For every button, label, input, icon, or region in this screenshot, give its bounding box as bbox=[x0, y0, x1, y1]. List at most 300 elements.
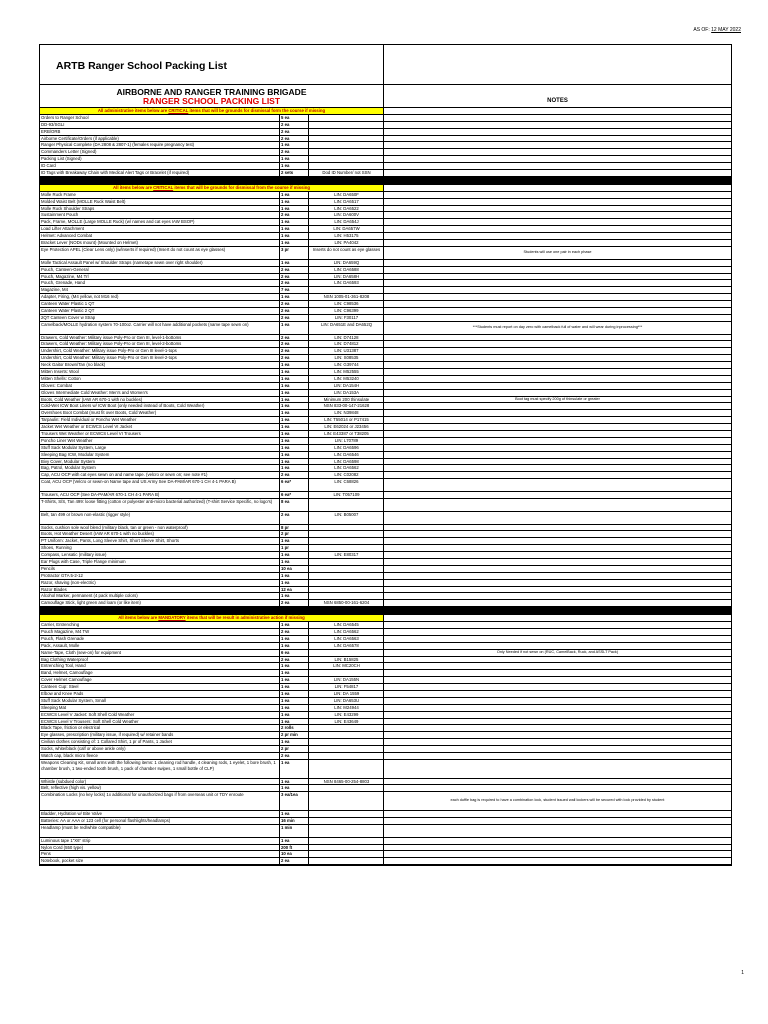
item-description: Molle Ruck Frame bbox=[40, 192, 280, 198]
items-column bbox=[40, 108, 384, 865]
table-row bbox=[40, 851, 383, 858]
item-description: Canteen Water Plastic 2 QT bbox=[40, 308, 280, 314]
item-note bbox=[384, 233, 731, 240]
table-row bbox=[40, 348, 383, 355]
item-note bbox=[384, 629, 731, 636]
item-description: Watch cap, black micro fleece bbox=[40, 753, 280, 759]
item-description: Belt, reflective (high vis. yellow) bbox=[40, 785, 280, 791]
item-description: Batteries: AA or AAA or 123 cell (for personal flashlights/headlamps) bbox=[40, 818, 280, 824]
item-note bbox=[384, 811, 731, 818]
item-note bbox=[384, 287, 731, 294]
item-quantity: 1 ea bbox=[280, 698, 309, 704]
item-note bbox=[384, 825, 731, 838]
table-row bbox=[40, 663, 383, 670]
item-note bbox=[384, 308, 731, 315]
item-note bbox=[384, 531, 731, 538]
item-note bbox=[384, 376, 731, 383]
item-quantity: 1 ea bbox=[280, 431, 309, 437]
table-row bbox=[40, 115, 383, 122]
item-quantity: 2 sets bbox=[280, 170, 309, 176]
item-quantity: 10 ea bbox=[280, 566, 309, 572]
item-quantity: 3 ea/1ea bbox=[280, 792, 309, 810]
item-note bbox=[384, 355, 731, 362]
table-row bbox=[40, 691, 383, 698]
item-lin-nsn: LIN: E80317 bbox=[334, 552, 359, 558]
table-row bbox=[40, 219, 383, 226]
table-row bbox=[40, 552, 383, 559]
item-note bbox=[384, 445, 731, 452]
item-quantity: 2 ea bbox=[280, 301, 309, 307]
item-note bbox=[384, 260, 731, 267]
packing-table bbox=[39, 107, 732, 866]
table-row bbox=[40, 499, 383, 512]
item-description: Gloves Intermediate Cold Weather: Men's and Women's bbox=[40, 390, 280, 396]
table-row bbox=[40, 785, 383, 792]
table-row bbox=[40, 760, 383, 779]
item-description: Camelback/MOLLE hydration system 70-100oz. Carrier will not have additional pockets (name tape sewn on) bbox=[40, 322, 280, 334]
table-row bbox=[40, 580, 383, 587]
item-quantity: 1 ea bbox=[280, 240, 309, 246]
item-note bbox=[384, 677, 731, 684]
item-description: T-Shirts, S/S, Tan 499: loose fitting (cotton or polyester anti-micro bacterial authorized) (T-shirt Service Specific, no logo's) bbox=[40, 499, 280, 511]
item-lin-nsn bbox=[309, 792, 383, 810]
item-description: Airborne Certificate/Orders (if applicable) bbox=[40, 136, 280, 142]
item-note bbox=[384, 636, 731, 643]
item-lin-nsn bbox=[309, 163, 383, 169]
item-lin-nsn: LIN: DA6596 bbox=[334, 444, 359, 450]
item-quantity: 8 ea bbox=[280, 499, 309, 511]
item-note bbox=[384, 403, 731, 410]
item-lin-nsn bbox=[309, 156, 383, 162]
table-row bbox=[40, 753, 383, 760]
item-quantity: 1 ea bbox=[280, 670, 309, 676]
item-note bbox=[384, 566, 731, 573]
item-note bbox=[384, 512, 731, 525]
item-note bbox=[384, 785, 731, 792]
item-lin-nsn bbox=[309, 149, 383, 155]
section-header bbox=[40, 615, 383, 622]
item-description: Shoes, Running bbox=[40, 545, 280, 551]
item-quantity: 1 ea bbox=[280, 163, 309, 169]
table-row bbox=[40, 705, 383, 712]
table-row bbox=[40, 369, 383, 376]
item-quantity: 2 ea bbox=[280, 348, 309, 354]
notes-spacer bbox=[384, 615, 731, 622]
section-header-pre: All administrative items below are bbox=[97, 108, 169, 113]
item-note bbox=[384, 684, 731, 691]
item-quantity: 2 ea bbox=[280, 136, 309, 142]
item-quantity: 1 ea bbox=[280, 294, 309, 300]
item-description: Bladder, Hydration w/ Bite Valve bbox=[40, 811, 280, 817]
page-title: ARTB Ranger School Packing List bbox=[56, 60, 227, 72]
item-note bbox=[384, 341, 731, 348]
item-quantity: 2 ea bbox=[280, 341, 309, 347]
item-quantity: 2 ea bbox=[280, 512, 309, 524]
table-row bbox=[40, 287, 383, 294]
item-quantity: 2 ea bbox=[280, 472, 309, 478]
table-row bbox=[40, 566, 383, 573]
item-note bbox=[384, 499, 731, 512]
table-row bbox=[40, 410, 383, 417]
item-lin-nsn: Dod ID Number/ not SSN bbox=[322, 170, 371, 176]
item-lin-nsn: LIN: M53240 bbox=[334, 375, 359, 381]
table-row bbox=[40, 376, 383, 383]
table-row bbox=[40, 538, 383, 545]
item-lin-nsn bbox=[309, 129, 383, 135]
item-description: Bracket Lever (NODs mount) (Mounted on Helmet) bbox=[40, 240, 280, 246]
item-description: Pack, Frame, MOLLE (Large MOLLE Ruck) (w/ names and cat eyes IAW BSOP) bbox=[40, 219, 280, 225]
item-note bbox=[384, 315, 731, 322]
item-description: Weapons Cleaning Kit, small arms with the following items: 1 cleaning rod handle, 4 cleaning rods, 1 eyelet, 1 bore brush, 1 chamber brush, 1 two-ended tooth brush, 1 pack of chamber swipes, 1 small bottle of CLP) bbox=[40, 760, 280, 778]
item-note bbox=[384, 663, 731, 670]
item-lin-nsn bbox=[309, 559, 383, 565]
table-row bbox=[40, 811, 383, 818]
table-row bbox=[40, 129, 383, 136]
table-row bbox=[40, 677, 383, 684]
item-description: Molle Ruck Shoulder Straps bbox=[40, 206, 280, 212]
table-row bbox=[40, 322, 383, 335]
item-quantity: 1 ea bbox=[280, 459, 309, 465]
item-note bbox=[384, 274, 731, 281]
item-lin-nsn: Minimum 200 thinsulate bbox=[323, 396, 370, 402]
item-lin-nsn bbox=[309, 746, 383, 752]
item-quantity: 1 ea bbox=[280, 199, 309, 205]
table-row bbox=[40, 719, 383, 726]
table-row bbox=[40, 670, 383, 677]
item-quantity: 2 ea bbox=[280, 355, 309, 361]
table-row bbox=[40, 403, 383, 410]
item-lin-nsn bbox=[309, 573, 383, 579]
item-quantity: 2 ea bbox=[280, 267, 309, 273]
item-note bbox=[384, 383, 731, 390]
item-quantity: 1 ea bbox=[280, 322, 309, 334]
table-row bbox=[40, 838, 383, 845]
item-lin-nsn: LIN: DA657W bbox=[333, 226, 360, 232]
item-quantity: 1 ea bbox=[280, 438, 309, 444]
item-description: Undershirt, Cold Weather: Military issue Poly-Pro or Gen III level-1-tops bbox=[40, 348, 280, 354]
item-description: Orders to Ranger School bbox=[40, 115, 280, 121]
item-note bbox=[384, 115, 731, 122]
table-row bbox=[40, 163, 383, 170]
table-row bbox=[40, 712, 383, 719]
item-description: Load Lifter Attachment bbox=[40, 226, 280, 232]
item-description: ID Tags with Breakaway Chain with Medical Alert Tags or Bracelet (if required) bbox=[40, 170, 280, 176]
table-row bbox=[40, 643, 383, 650]
item-quantity: 1 ea bbox=[280, 643, 309, 649]
item-description: Pens bbox=[40, 851, 280, 857]
item-description: Cover Helmet Camouflage bbox=[40, 677, 280, 683]
item-quantity: 1 ea bbox=[280, 622, 309, 628]
item-description: 2QT Canteen Cover w Strap bbox=[40, 315, 280, 321]
item-quantity: 1 ea bbox=[280, 142, 309, 148]
item-quantity: 1 ea bbox=[280, 369, 309, 375]
table-row bbox=[40, 294, 383, 301]
item-description: Razor, shaving (non-electric) bbox=[40, 580, 280, 586]
item-note bbox=[384, 459, 731, 466]
item-quantity: 1 ea bbox=[280, 219, 309, 225]
item-quantity: 1 ea bbox=[280, 260, 309, 266]
item-note bbox=[384, 280, 731, 287]
item-quantity: 1 ea bbox=[280, 403, 309, 409]
item-description: Socks, cushion sole wool blend (military black, tan or green - non waterproof) bbox=[40, 525, 280, 531]
table-row bbox=[40, 233, 383, 240]
item-lin-nsn bbox=[309, 732, 383, 738]
section-header-emphasis: MANDATORY bbox=[158, 615, 186, 621]
item-lin-nsn: LIN: DA653U bbox=[333, 697, 360, 703]
item-note bbox=[384, 545, 731, 552]
item-quantity: 1 ea bbox=[280, 156, 309, 162]
item-description: Helmet: Advanced Combat bbox=[40, 233, 280, 239]
item-description: Trousers, ACU OCP (See DA-PAM/AR 670-1 CH 4-1 PARA B) bbox=[40, 492, 280, 498]
item-description: Ranger Physical Complete (DA 2808 & 2807-1) (females require pregnancy test) bbox=[40, 142, 280, 148]
item-note bbox=[384, 559, 731, 566]
section-divider bbox=[40, 177, 383, 185]
item-lin-nsn: LIN: B05007 bbox=[334, 511, 359, 517]
item-description: Camouflage Stick, light green and loam (or like item) bbox=[40, 600, 280, 606]
table-row bbox=[40, 192, 383, 199]
item-description: Elbow and Knee Pads bbox=[40, 691, 280, 697]
item-quantity: 1 ea bbox=[280, 573, 309, 579]
item-lin-nsn bbox=[309, 838, 383, 844]
item-description: Pouch, Canteen-General bbox=[40, 267, 280, 273]
item-description: Undershirt, Cold Weather: Military issue Poly-Pro or Gen III level-2-tops bbox=[40, 355, 280, 361]
item-quantity: 2 ea bbox=[280, 315, 309, 321]
item-lin-nsn: NSN 8465-00-254-8803 bbox=[323, 778, 370, 784]
item-description: Whistle (subdued color) bbox=[40, 779, 280, 785]
item-quantity: 2 ea bbox=[280, 149, 309, 155]
item-lin-nsn bbox=[309, 825, 383, 837]
item-lin-nsn bbox=[309, 739, 383, 745]
item-description: Molded Waist Belt (MOLLE Ruck Waist Belt) bbox=[40, 199, 280, 205]
item-description: Entrenching Tool, Hand bbox=[40, 663, 280, 669]
item-lin-nsn: LIN: S08535 bbox=[334, 355, 359, 361]
item-note bbox=[384, 698, 731, 705]
item-description: Bag Clothing Waterproof bbox=[40, 657, 280, 663]
item-lin-nsn bbox=[309, 580, 383, 586]
item-lin-nsn: LIN: DA155N bbox=[333, 677, 360, 683]
notes-header: NOTES bbox=[547, 98, 568, 104]
item-lin-nsn: LIN: DA6598 bbox=[334, 458, 359, 464]
table-row bbox=[40, 465, 383, 472]
table-row bbox=[40, 170, 383, 177]
item-note bbox=[384, 838, 731, 845]
item-lin-nsn: LIN: T55014 or P17415 bbox=[324, 417, 369, 423]
item-lin-nsn: LIN: DA658H bbox=[333, 273, 360, 279]
table-row bbox=[40, 301, 383, 308]
item-lin-nsn: LIN: DA6593 bbox=[334, 280, 359, 286]
item-lin-nsn: LIN: MC20CH bbox=[333, 663, 360, 669]
item-lin-nsn: LIN: E43387 or T38205 bbox=[324, 431, 369, 436]
item-quantity: 1 ea bbox=[280, 779, 309, 785]
item-note bbox=[384, 858, 731, 865]
item-note bbox=[384, 219, 731, 226]
item-lin-nsn: LIN: E62024 or J23456 bbox=[324, 424, 369, 430]
item-description: Mitten Inserts: Wool bbox=[40, 369, 280, 375]
item-note bbox=[384, 746, 731, 753]
item-quantity: 1 ea bbox=[280, 233, 309, 239]
item-note bbox=[384, 732, 731, 739]
table-row bbox=[40, 226, 383, 233]
item-quantity: 2 ea bbox=[280, 274, 309, 280]
item-quantity: 1 ea bbox=[280, 739, 309, 745]
item-description: Boots, Cold Weather (IAW AR 670-1 with no buckles) bbox=[40, 397, 280, 403]
item-description: DD-93/SGLI bbox=[40, 122, 280, 128]
item-lin-nsn: LIN: U31387 bbox=[334, 348, 359, 354]
item-quantity: 1 ea bbox=[280, 226, 309, 232]
item-quantity: 6 ea* bbox=[280, 492, 309, 498]
item-lin-nsn: LIN: PA4042 bbox=[334, 240, 359, 246]
table-row bbox=[40, 355, 383, 362]
table-row bbox=[40, 629, 383, 636]
item-note bbox=[384, 417, 731, 424]
item-lin-nsn bbox=[309, 499, 383, 511]
item-quantity: 1 pr bbox=[280, 545, 309, 551]
item-note bbox=[384, 705, 731, 712]
table-row bbox=[40, 274, 383, 281]
table-row bbox=[40, 459, 383, 466]
item-description: Ear Plugs with Case, Triple Flange minimum bbox=[40, 559, 280, 565]
item-quantity: 2 ea bbox=[280, 280, 309, 286]
item-lin-nsn: LIN: H53175 bbox=[334, 233, 359, 239]
item-quantity: 1 ea bbox=[280, 811, 309, 817]
table-row bbox=[40, 199, 383, 206]
item-note bbox=[384, 739, 731, 746]
table-row bbox=[40, 479, 383, 492]
item-description: Pencils bbox=[40, 566, 280, 572]
item-description: Stuff Sack Modular System, Small bbox=[40, 698, 280, 704]
item-note bbox=[384, 424, 731, 431]
item-description: Pouch Magazine, M4 TW bbox=[40, 629, 280, 635]
item-note: Only Needed if not sewn on (RUC, CamelBack, Ruck, and ASSLT Pack) bbox=[384, 650, 731, 657]
item-note bbox=[384, 465, 731, 472]
item-quantity: 1 ea bbox=[280, 465, 309, 471]
item-description: Headlamp (must be red/white compatible) bbox=[40, 825, 280, 837]
item-lin-nsn bbox=[309, 136, 383, 142]
item-note bbox=[384, 410, 731, 417]
item-lin-nsn bbox=[309, 845, 383, 851]
section-divider bbox=[384, 177, 731, 185]
item-description: Adapter, Firing, (M4 yellow, not M16 red) bbox=[40, 294, 280, 300]
table-row bbox=[40, 247, 383, 260]
item-lin-nsn: NSN 1005-01-361-8208 bbox=[323, 294, 370, 300]
item-quantity: 3 pr bbox=[280, 247, 309, 259]
table-row bbox=[40, 779, 383, 786]
item-description: Socks, white/black (calf or above ankle only) bbox=[40, 746, 280, 752]
item-lin-nsn: LIN: C02082 bbox=[334, 472, 359, 478]
item-quantity: 2 pr bbox=[280, 531, 309, 537]
item-note: ***Students must report on day zero with camelback full of water and will wear during inprocessing*** bbox=[384, 322, 731, 335]
item-quantity: 1 ea bbox=[280, 417, 309, 423]
item-note bbox=[384, 845, 731, 852]
item-note: Boot tag must specify 200g of thinsulate or greater bbox=[384, 397, 731, 404]
item-description: Name-Tape, Cloth (sew-on) for equipment bbox=[40, 650, 280, 656]
item-quantity: 1 ea bbox=[280, 376, 309, 382]
item-note bbox=[384, 719, 731, 726]
item-description: Notebook, pocket size bbox=[40, 858, 280, 864]
item-lin-nsn bbox=[309, 753, 383, 759]
table-row bbox=[40, 206, 383, 213]
item-description: Stuff Sack Modular System, Large bbox=[40, 445, 280, 451]
list-subtitle: RANGER SCHOOL PACKING LIST bbox=[142, 96, 281, 106]
item-description: ECWCS Level V Trousers: Soft Shell Cold Weather bbox=[40, 719, 280, 725]
table-row bbox=[40, 698, 383, 705]
item-quantity: 1 ea bbox=[280, 552, 309, 558]
item-lin-nsn: LIN: DA654J bbox=[334, 219, 359, 225]
item-note bbox=[384, 142, 731, 149]
item-description: Commanders Letter (Signed) bbox=[40, 149, 280, 155]
item-description: PT Uniform: Jacket, Pants, Long Sleeve Shirt, Short Sleeve Shirt, Shorts bbox=[40, 538, 280, 544]
title-block bbox=[39, 44, 732, 84]
table-row bbox=[40, 845, 383, 852]
table-row bbox=[40, 732, 383, 739]
item-note bbox=[384, 335, 731, 342]
table-row bbox=[40, 280, 383, 287]
section-header-post: items that will be grounds for dismissal form the course if missing bbox=[188, 108, 326, 113]
item-lin-nsn: LIN: C98536 bbox=[334, 301, 359, 307]
item-description: Razor Blades bbox=[40, 587, 280, 593]
table-row bbox=[40, 531, 383, 538]
section-header-post: items that will be grounds for dismissal from the course if missing bbox=[173, 184, 310, 190]
table-row bbox=[40, 267, 383, 274]
item-description: Combination Locks (no key locks) 1x additional for unauthorized bags if from overseas unit or TDY enroute bbox=[40, 792, 280, 810]
table-row bbox=[40, 390, 383, 397]
item-description: Gloves: Combat bbox=[40, 383, 280, 389]
table-row bbox=[40, 746, 383, 753]
item-description: Bag, Patrol, Modular System bbox=[40, 465, 280, 471]
item-note bbox=[384, 643, 731, 650]
item-description: Luminous tape 1"X6" strip bbox=[40, 838, 280, 844]
item-note bbox=[384, 753, 731, 760]
item-description: Carrier, Entrenching bbox=[40, 622, 280, 628]
item-quantity: 7 ea bbox=[280, 287, 309, 293]
table-row bbox=[40, 149, 383, 156]
item-lin-nsn: Inserts do not count as eye glasses bbox=[312, 246, 381, 252]
section-header-pre: All items below are bbox=[118, 615, 159, 621]
item-quantity: 200 ft bbox=[280, 845, 309, 851]
item-quantity: 2 ea bbox=[280, 308, 309, 314]
item-lin-nsn: LIN: DA153A bbox=[333, 389, 360, 395]
item-description: Protractor GTA 5-2-12 bbox=[40, 573, 280, 579]
item-note bbox=[384, 670, 731, 677]
page-number: 1 bbox=[741, 970, 744, 976]
table-row bbox=[40, 559, 383, 566]
table-row bbox=[40, 212, 383, 219]
item-quantity: 2 ea bbox=[280, 858, 309, 864]
item-quantity: 1 ea bbox=[280, 206, 309, 212]
item-lin-nsn bbox=[309, 525, 383, 531]
item-note bbox=[384, 390, 731, 397]
item-note bbox=[384, 129, 731, 136]
table-row bbox=[40, 650, 383, 657]
item-lin-nsn bbox=[309, 818, 383, 824]
table-row bbox=[40, 525, 383, 532]
item-lin-nsn: LIN: DA154H bbox=[333, 382, 360, 388]
item-note: Students will use one pair in each phase bbox=[384, 247, 731, 260]
item-lin-nsn: LIN: F54817 bbox=[334, 684, 359, 690]
item-note bbox=[384, 580, 731, 587]
item-lin-nsn bbox=[309, 670, 383, 676]
as-of-value: 12 MAY 2022 bbox=[711, 27, 741, 33]
item-lin-nsn: LIN: DA6562 bbox=[334, 465, 359, 471]
item-note bbox=[384, 691, 731, 698]
table-row bbox=[40, 636, 383, 643]
item-description: ECWCS Level V Jacket: Soft Shell Cold Weather bbox=[40, 712, 280, 718]
item-description: ID Card bbox=[40, 163, 280, 169]
table-row bbox=[40, 122, 383, 129]
item-description: Pouch, Flash Grenade bbox=[40, 636, 280, 642]
item-description: Nylon Cord (550 type) bbox=[40, 845, 280, 851]
item-note bbox=[384, 552, 731, 559]
